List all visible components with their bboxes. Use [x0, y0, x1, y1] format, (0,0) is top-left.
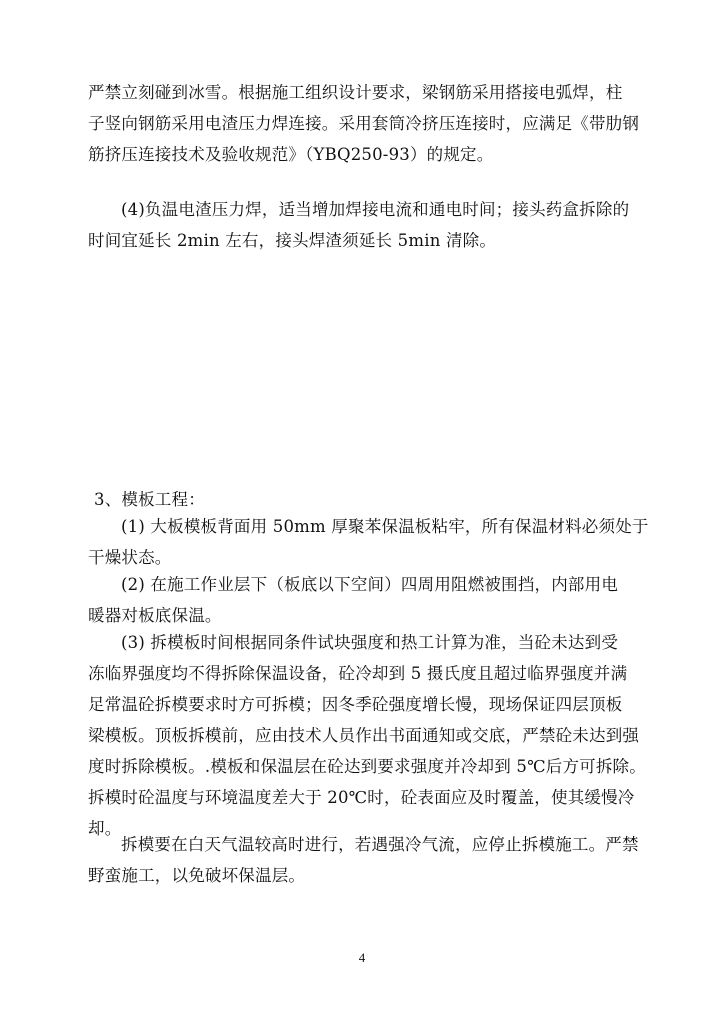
text-line: 野蛮施工，以免破坏保温层。 — [88, 866, 306, 885]
text-line: 时间宜延长 2min 左右，接头焊渣须延长 5min 清除。 — [88, 231, 497, 250]
text-line: 冻临界强度均不得拆除保温设备，砼冷却到 5 摄氏度且超过临界强度并满 — [88, 664, 628, 683]
paragraph-electroslag-welding — [88, 194, 640, 256]
text-line: (3) 拆模板时间根据同条件试块强度和热工计算为准，当砼未达到受 — [121, 633, 619, 652]
page-number: 4 — [358, 950, 366, 965]
text-line: 足常温砼拆模要求时方可拆模；因冬季砼强度增长慢，现场保证四层顶板 — [88, 695, 623, 714]
text-line: 拆模要在白天气温较高时进行，若遇强冷气流，应停止拆模施工。严禁 — [121, 835, 639, 854]
text-line: 拆模时砼温度与环境温度差大于 20℃时，砼表面应及时覆盖，使其缓慢冷 — [88, 788, 635, 807]
text-line: 梁模板。顶板拆模前，应由技术人员作出书面通知或交底，严禁砼未达到强 — [88, 726, 640, 745]
list-item-1 — [88, 511, 649, 573]
text-line: 干燥状态。 — [88, 548, 172, 567]
list-item-3 — [88, 627, 646, 844]
list-item-2 — [88, 569, 640, 631]
text-line: 筋挤压连接技术及验收规范》（YBQ250-93）的规定。 — [88, 145, 494, 164]
text-line: (1) 大板模板背面用 50mm 厚聚苯保温板粘牢，所有保温材料必须处于 — [121, 517, 649, 536]
text-line: 暖器对板底保温。 — [88, 606, 222, 625]
text-line: 子竖向钢筋采用电渣压力焊连接。采用套筒冷挤压连接时，应满足《带肋钢 — [88, 114, 640, 133]
paragraph-rebar-welding — [88, 77, 640, 170]
text-line: 度时拆除模板。.模板和保温层在砼达到要求强度并冷却到 5℃后方可拆除。 — [88, 757, 646, 776]
text-line: (2) 在施工作业层下（板底以下空间）四周用阻燃被围挡，内部用电 — [121, 575, 619, 594]
paragraph-stripping-conditions — [88, 829, 640, 891]
text-line: (4)负温电渣压力焊，适当增加焊接电流和通电时间；接头药盒拆除的 — [121, 200, 630, 219]
text-line: 严禁立刻碰到冰雪。根据施工组织设计要求，梁钢筋采用搭接电弧焊，柱 — [88, 83, 623, 102]
section-heading: 3、模板工程： — [94, 490, 205, 509]
text-line: 却。 — [88, 819, 122, 838]
